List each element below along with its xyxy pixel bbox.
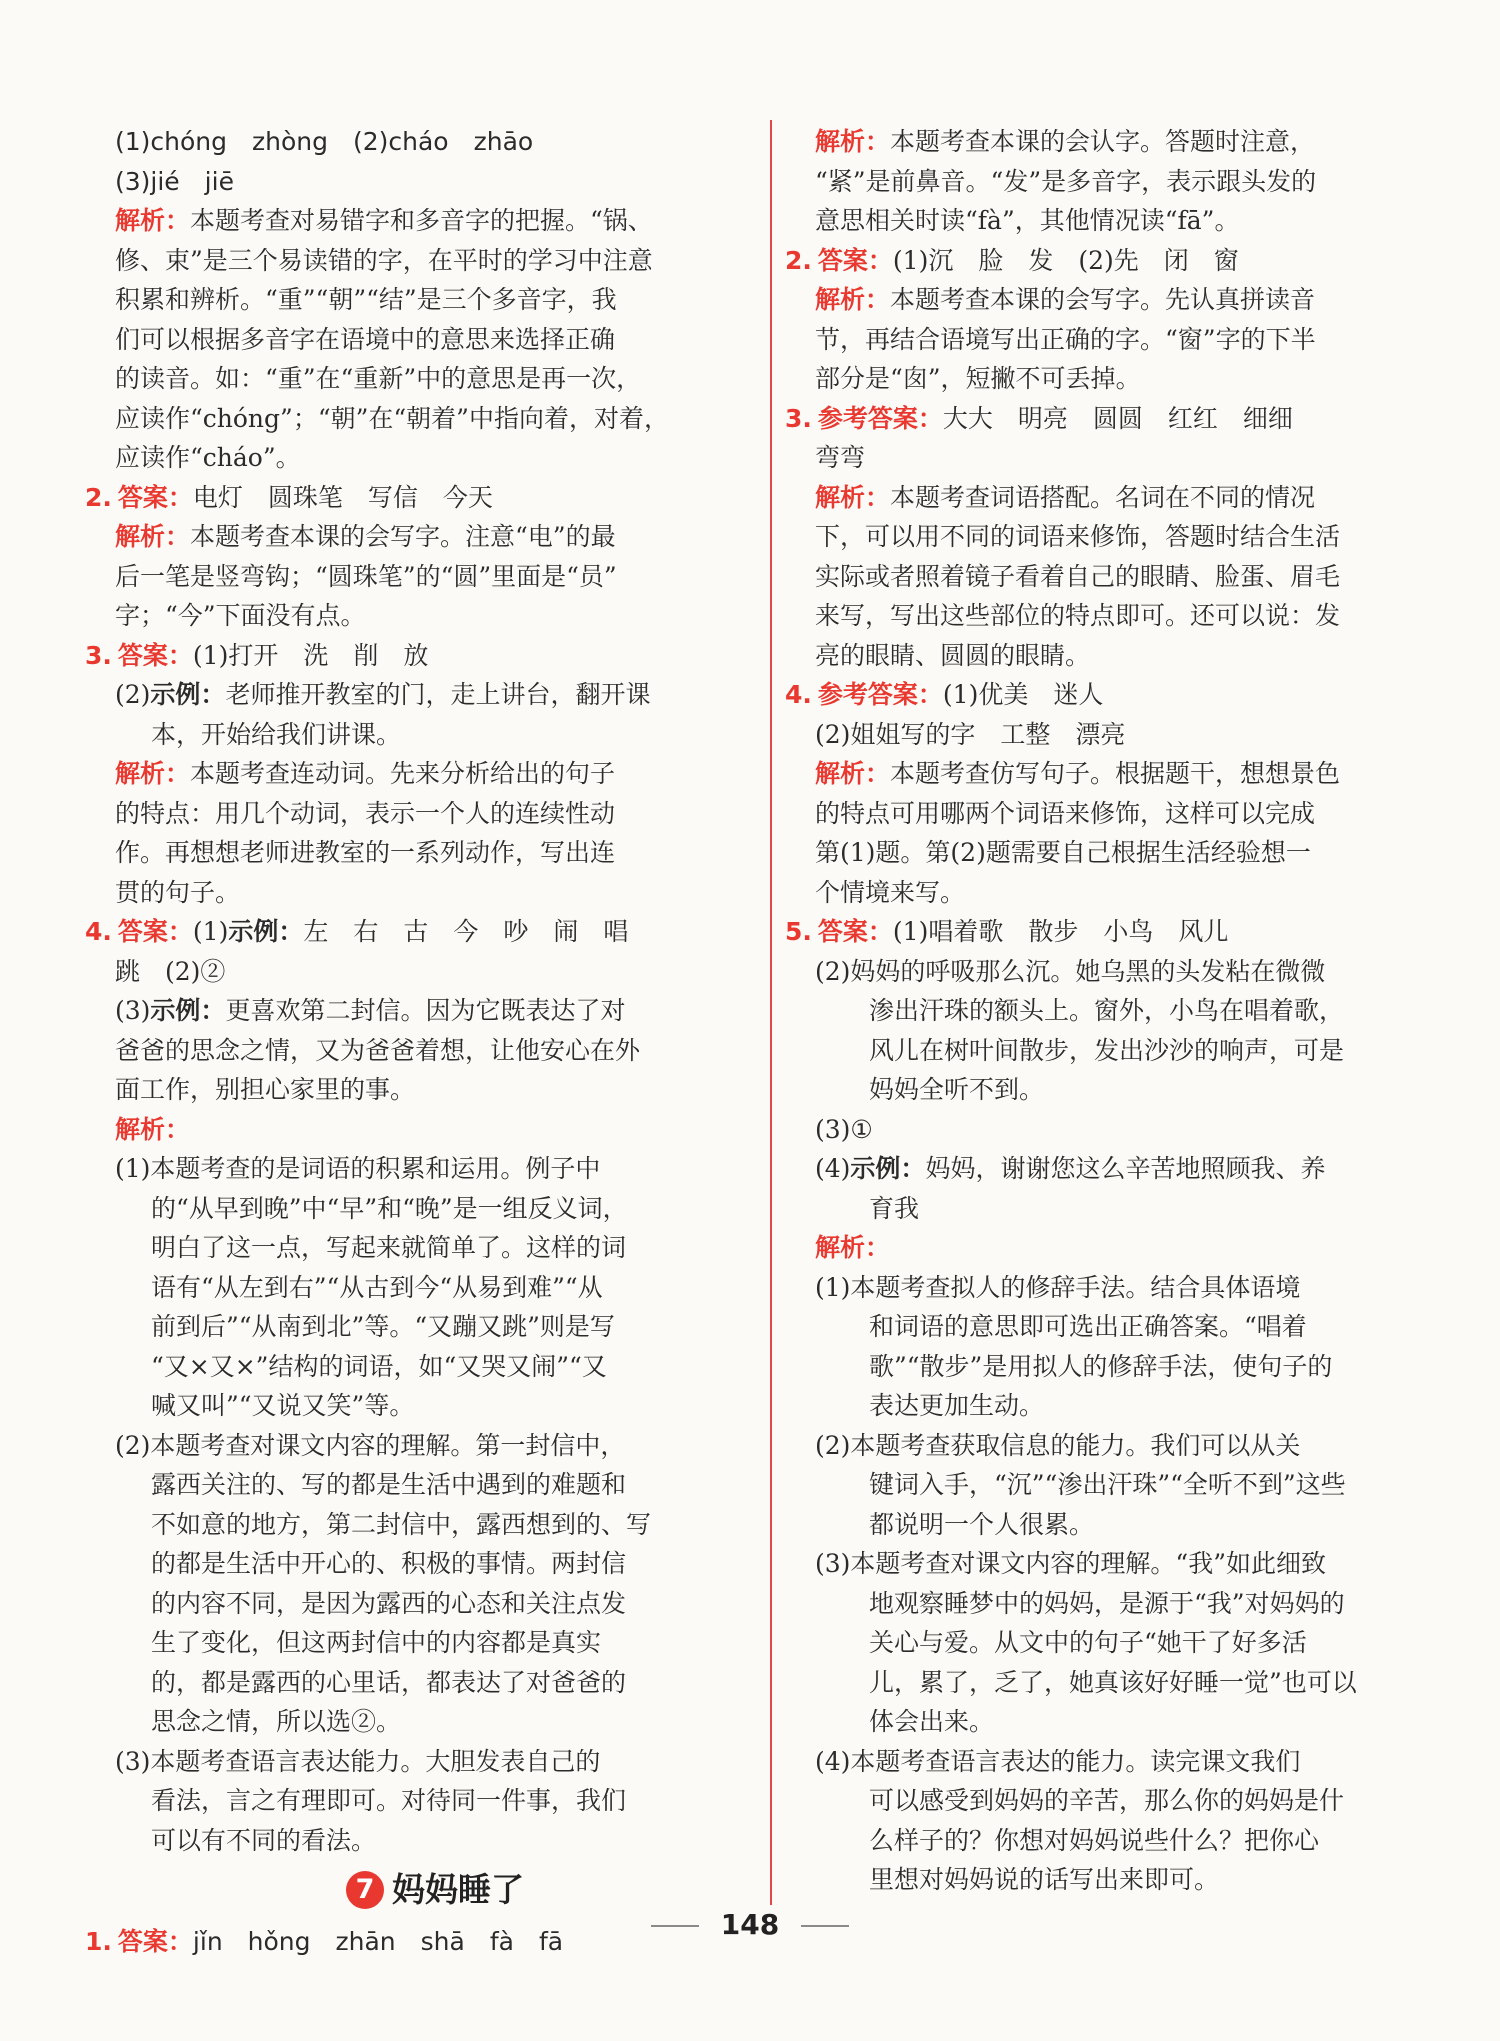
text-line: 积累和辨析。“重”“朝”“结”是三个多音字，我 — [115, 285, 617, 314]
text-line: (3)本题考查对课文内容的理解。“我”如此细致 — [815, 1549, 1326, 1578]
text-line: 看法，言之有理即可。对待同一件事，我们 — [151, 1786, 627, 1815]
text-line: (2)本题考查获取信息的能力。我们可以从关 — [815, 1430, 1301, 1460]
answer-text: 妈妈全听不到。 — [869, 1075, 1045, 1104]
text-line: 里想对妈妈说的话写出来即可。 — [869, 1865, 1220, 1894]
text-line: 亮的眼睛、圆圆的眼睛。 — [815, 640, 1091, 670]
text-line: 体会出来。 — [869, 1707, 995, 1736]
text-line: (2)本题考查对课文内容的理解。第一封信中， — [115, 1430, 626, 1460]
text-line: 关心与爱。从文中的句子“她干了好多活 — [869, 1628, 1307, 1657]
page-number-dash-left — [651, 1925, 699, 1927]
text-line: 来写，写出这些部位的特点即可。还可以说：发 — [815, 601, 1341, 630]
text-line: 生了变化，但这两封信中的内容都是真实 — [151, 1628, 602, 1657]
text-line: 节，再结合语境写出正确的字。“窗”字的下半 — [815, 324, 1316, 354]
answer-text: 左 右 古 今 吵 闹 唱 — [303, 917, 629, 946]
text-line: 前到后”“从南到北”等。“又蹦又跳”则是写 — [151, 1312, 615, 1341]
answer-text: 风儿在树叶间散步，发出沙沙的响声，可是 — [869, 1035, 1345, 1065]
text-line: 么样子的？你想对妈妈说些什么？把你心 — [869, 1825, 1320, 1855]
text-line: (1)本题考查拟人的修辞手法。结合具体语境 — [815, 1272, 1301, 1302]
answer-text: 老师推开教室的门，走上讲台，翻开课 — [225, 680, 651, 709]
lesson-title: 妈妈睡了 — [392, 1870, 524, 1909]
text-line: 本题考查词语搭配。名词在不同的情况 — [890, 482, 1316, 512]
example-label: 示例： — [228, 917, 304, 946]
answer-text: jǐn hǒng zhān shā fà fā — [192, 1927, 564, 1956]
answer-text: (2)妈妈的呼吸那么沉。她乌黑的头发粘在微微 — [815, 956, 1326, 986]
answer-text: 面工作，别担心家里的事。 — [115, 1075, 416, 1104]
text-line: 儿，累了，乏了，她真该好好睡一觉”也可以 — [869, 1667, 1357, 1697]
text-line: 地观察睡梦中的妈妈，是源于“我”对妈妈的 — [869, 1588, 1345, 1618]
text-line: 思念之情，所以选②。 — [151, 1707, 402, 1736]
answer-label: 答案： — [117, 640, 193, 670]
text-line: 们可以根据多音字在语境中的意思来选择正确 — [115, 324, 616, 354]
answer-label: 答案： — [817, 245, 893, 275]
example-label: 示例： — [850, 1154, 926, 1183]
answer-text: (1)优美 迷人 — [942, 680, 1104, 709]
text-line: 本题考查本课的会认字。答题时注意， — [890, 127, 1316, 156]
column-divider — [770, 120, 772, 1905]
answer-text: (1)沉 脸 发 (2)先 闭 窗 — [892, 245, 1239, 275]
answer-label: 答案： — [117, 917, 193, 946]
text-line: 字；“今”下面没有点。 — [115, 601, 366, 630]
text-line: 作。再想想老师进教室的一系列动作，写出连 — [115, 838, 616, 867]
reference-answer-label: 参考答案： — [817, 403, 943, 433]
text-line: (1)本题考查的是词语的积累和运用。例子中 — [115, 1154, 601, 1183]
answer-text: (1)打开 洗 削 放 — [192, 640, 429, 670]
answer-text: 跳 (2)② — [115, 956, 226, 986]
text-line: 第(1)题。第(2)题需要自己根据生活经验想一 — [815, 838, 1311, 867]
text-line: 不如意的地方，第二封信中，露西想到的、写 — [151, 1509, 652, 1539]
text-line: 贯的句子。 — [115, 877, 241, 907]
example-label: 示例： — [150, 680, 226, 709]
answer-text: 妈妈，谢谢您这么辛苦地照顾我、养 — [925, 1154, 1326, 1183]
answer-text: 爸爸的思念之情，又为爸爸着想，让他安心在外 — [115, 1035, 641, 1065]
text-line: (4)本题考查语言表达的能力。读完课文我们 — [815, 1746, 1301, 1776]
text-line: 歌”“散步”是用拟人的修辞手法，使句子的 — [869, 1351, 1333, 1381]
text-line: 键词入手，“沉”“渗出汗珠”“全听不到”这些 — [869, 1470, 1346, 1499]
answer-label: 答案： — [117, 482, 193, 512]
answer-text: 电灯 圆珠笔 写信 今天 — [192, 482, 493, 512]
text-line: 露西关注的、写的都是生活中遇到的难题和 — [151, 1470, 627, 1499]
text-line: “又×又×”结构的词语，如“又哭又闹”“又 — [151, 1351, 607, 1381]
text-line: 可以感受到妈妈的辛苦，那么你的妈妈是什 — [869, 1786, 1345, 1815]
analysis-label: 解析： — [115, 759, 191, 788]
page-number-dash-right — [801, 1925, 849, 1927]
answer-label: 答案： — [817, 917, 893, 946]
text-line: 的都是生活中开心的、积极的事情。两封信 — [151, 1549, 627, 1578]
text-line: 的，都是露西的心里话，都表达了对爸爸的 — [151, 1667, 627, 1697]
text-line: 部分是“囱”，短撇不可丢掉。 — [815, 364, 1141, 393]
answer-text: (1)唱着歌 散步 小鸟 风儿 — [892, 917, 1229, 946]
text-line: “紧”是前鼻音。“发”是多音字，表示跟头发的 — [815, 166, 1317, 196]
text-line: 个情境来写。 — [815, 877, 966, 907]
text-line: 可以有不同的看法。 — [151, 1825, 377, 1855]
question-number: 3. — [85, 640, 112, 670]
text-line: 都说明一个人很累。 — [869, 1509, 1095, 1539]
analysis-label: 解析： — [815, 1233, 891, 1262]
text-line: 语有“从左到右”“从古到今“从易到难”“从 — [151, 1272, 603, 1302]
example-label: 示例： — [150, 996, 226, 1025]
question-number: 2. — [85, 482, 112, 512]
text-line: 的内容不同，是因为露西的心态和关注点发 — [151, 1588, 627, 1618]
text-line: 的读音。如：“重”在“重新”中的意思是再一次， — [115, 364, 642, 393]
text-line: 喊又叫”“又说又笑”等。 — [151, 1391, 415, 1420]
question-number: 1. — [85, 1927, 112, 1956]
text-line: 本题考查连动词。先来分析给出的句子 — [190, 759, 616, 788]
question-number: 2. — [785, 245, 812, 275]
right-column — [785, 122, 1425, 1900]
question-number: 4. — [785, 680, 812, 709]
text-line: 应读作“cháo”。 — [115, 443, 301, 472]
text-line: 意思相关时读“fà”，其他情况读“fā”。 — [815, 206, 1240, 235]
analysis-label: 解析： — [815, 127, 891, 156]
text-line: 本题考查本课的会写字。注意“电”的最 — [190, 522, 616, 551]
answer-text: 更喜欢第二封信。因为它既表达了对 — [225, 996, 626, 1025]
question-number: 4. — [85, 917, 112, 946]
sub-number: (4) — [815, 1154, 851, 1183]
text-line: (3)本题考查语言表达能力。大胆发表自己的 — [115, 1746, 601, 1776]
left-column — [85, 122, 755, 1962]
text-line: 明白了这一点，写起来就简单了。这样的词 — [151, 1233, 627, 1262]
text-line: 和词语的意思即可选出正确答案。“唱着 — [869, 1312, 1307, 1341]
reference-answer-label: 参考答案： — [817, 680, 943, 709]
text-line: 下，可以用不同的词语来修饰，答题时结合生活 — [815, 522, 1341, 551]
answer-text: 渗出汗珠的额头上。窗外，小鸟在唱着歌， — [869, 996, 1345, 1025]
answer-text: 本，开始给我们讲课。 — [151, 719, 402, 749]
text-line: 应读作“chóng”；“朝”在“朝着”中指向着，对着， — [115, 403, 669, 433]
sub-number: (2) — [115, 680, 151, 709]
pinyin-answer-line: (3)jié jiē — [115, 166, 234, 196]
text-line: 本题考查仿写句子。根据题干，想想景色 — [890, 759, 1341, 788]
page-number-text: 148 — [720, 1908, 780, 1941]
text-line: 的“从早到晚”中“早”和“晚”是一组反义词， — [151, 1193, 628, 1223]
answer-text: 大大 明亮 圆圆 红红 细细 — [942, 403, 1293, 433]
pinyin-answer-line: (1)chóng zhòng (2)cháo zhāo — [115, 127, 534, 156]
analysis-label: 解析： — [115, 1114, 191, 1144]
lesson-heading — [115, 1866, 755, 1914]
text-line: 本题考查本课的会写字。先认真拼读音 — [890, 285, 1316, 314]
question-number: 5. — [785, 917, 812, 946]
analysis-label: 解析： — [815, 285, 891, 314]
text-line: 表达更加生动。 — [869, 1391, 1045, 1420]
text-line: 的特点可用哪两个词语来修饰，这样可以完成 — [815, 798, 1316, 828]
text-line: 本题考查对易错字和多音字的把握。“锅、 — [190, 206, 653, 235]
question-number: 3. — [785, 403, 812, 433]
answer-text: (3)① — [815, 1114, 873, 1144]
analysis-label: 解析： — [115, 522, 191, 551]
page-number — [0, 1908, 1500, 1941]
text-line: 的特点：用几个动词，表示一个人的连续性动 — [115, 798, 616, 828]
answer-text: 弯弯 — [815, 443, 866, 472]
sub-number: (1) — [192, 917, 229, 946]
answer-label: 答案： — [117, 1927, 193, 1956]
answer-text: (2)姐姐写的字 工整 漂亮 — [815, 719, 1126, 749]
text-line: 后一笔是竖弯钩；“圆珠笔”的“圆”里面是“员” — [115, 561, 617, 591]
text-line: 实际或者照着镜子看着自己的眼睛、脸蛋、眉毛 — [815, 561, 1341, 591]
answer-text: 育我 — [869, 1193, 920, 1223]
text-line: 修、束”是三个易读错的字，在平时的学习中注意 — [115, 245, 653, 275]
analysis-label: 解析： — [815, 759, 891, 788]
analysis-label: 解析： — [815, 482, 891, 512]
lesson-number-badge: 7 — [346, 1871, 384, 1909]
sub-number: (3) — [115, 996, 151, 1025]
analysis-label: 解析： — [115, 206, 191, 235]
